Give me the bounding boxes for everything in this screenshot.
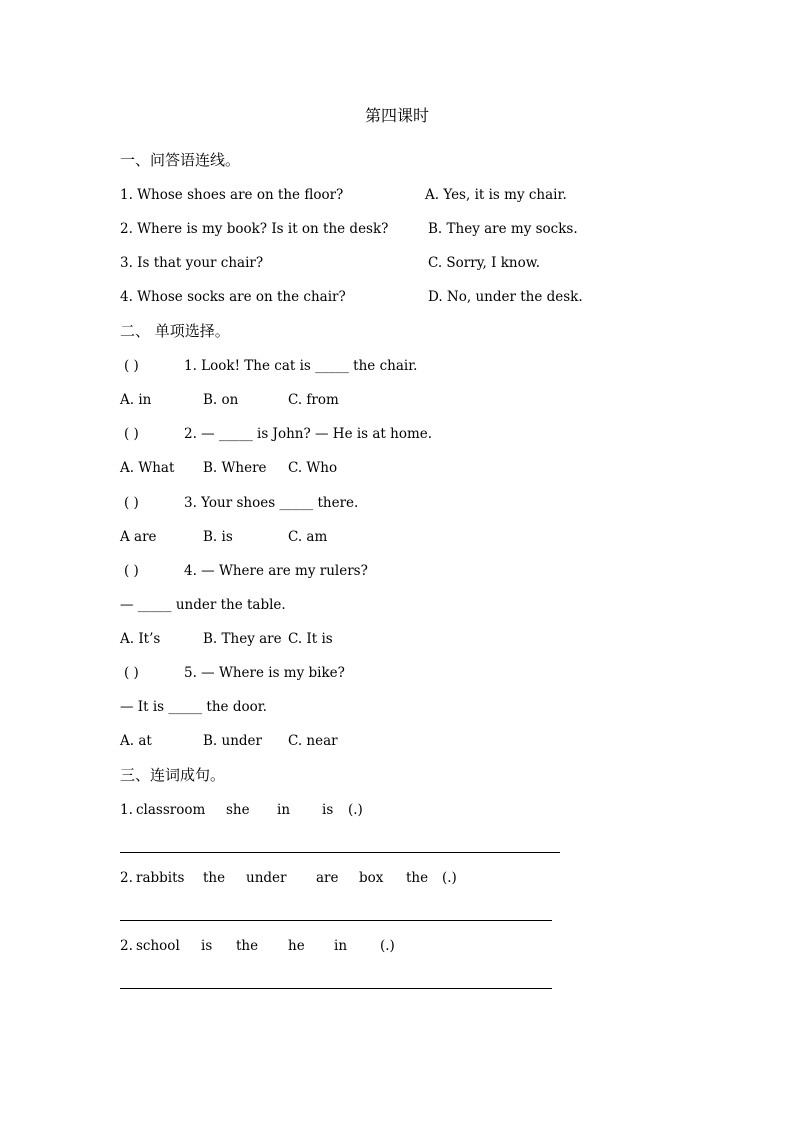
match-answer-b: B. They are my socks. <box>428 221 578 237</box>
word: the <box>203 870 226 886</box>
match-answer-d: D. No, under the desk. <box>428 289 583 305</box>
item-number: 2. <box>120 938 133 954</box>
option-b: B. under <box>203 733 262 749</box>
match-answer-c: C. Sorry, I know. <box>428 255 541 271</box>
dialogue-reply: — _____ under the table. <box>120 597 286 613</box>
word: under <box>246 870 287 886</box>
choice-question-4: 4. — Where are my rulers? <box>184 563 368 579</box>
word: in <box>277 802 291 818</box>
choice-question-2: 2. — _____ is John? — He is at home. <box>184 426 433 442</box>
option-c: C. It is <box>288 631 333 647</box>
item-number: 1. <box>120 802 133 818</box>
word: the <box>406 870 429 886</box>
choice-question-3: 3. Your shoes _____ there. <box>184 495 359 511</box>
match-question-3: 3. Is that your chair? <box>120 255 264 271</box>
option-b: B. They are <box>203 631 282 647</box>
option-c: C. am <box>288 529 328 545</box>
answer-line[interactable] <box>120 988 552 989</box>
answer-paren[interactable]: ( ) <box>124 665 139 681</box>
answer-paren[interactable]: ( ) <box>124 358 139 374</box>
item-number: 2. <box>120 870 133 886</box>
answer-line[interactable] <box>120 852 560 853</box>
section1-heading: 一、问答语连线。 <box>120 151 241 169</box>
option-a: A. It’s <box>120 631 161 647</box>
option-a: A. What <box>120 460 175 476</box>
option-a: A are <box>120 529 157 545</box>
punctuation-hint: (.) <box>380 938 395 954</box>
match-question-1: 1. Whose shoes are on the floor? <box>120 187 344 203</box>
word: she <box>226 802 250 818</box>
dialogue-reply: — It is _____ the door. <box>120 699 267 715</box>
answer-paren[interactable]: ( ) <box>124 563 139 579</box>
word: are <box>316 870 339 886</box>
word: he <box>288 938 305 954</box>
option-b: B. is <box>203 529 233 545</box>
match-question-4: 4. Whose socks are on the chair? <box>120 289 346 305</box>
choice-question-5: 5. — Where is my bike? <box>184 665 345 681</box>
option-b: B. Where <box>203 460 267 476</box>
page-title: 第四课时 <box>364 106 429 125</box>
option-b: B. on <box>203 392 239 408</box>
option-c: C. from <box>288 392 339 408</box>
option-c: C. Who <box>288 460 338 476</box>
word: is <box>322 802 334 818</box>
word: school <box>136 938 180 954</box>
option-a: A. at <box>120 733 152 749</box>
option-a: A. in <box>120 392 152 408</box>
word: box <box>359 870 384 886</box>
match-question-2: 2. Where is my book? Is it on the desk? <box>120 221 389 237</box>
answer-line[interactable] <box>120 920 552 921</box>
section2-heading: 二、 单项选择。 <box>120 322 230 340</box>
word: classroom <box>136 802 206 818</box>
word: is <box>201 938 213 954</box>
choice-question-1: 1. Look! The cat is _____ the chair. <box>184 358 418 374</box>
word: rabbits <box>136 870 185 886</box>
match-answer-a: A. Yes, it is my chair. <box>425 187 567 203</box>
word: the <box>236 938 259 954</box>
answer-paren[interactable]: ( ) <box>124 495 139 511</box>
option-c: C. near <box>288 733 338 749</box>
answer-paren[interactable]: ( ) <box>124 426 139 442</box>
punctuation-hint: (.) <box>348 802 363 818</box>
section3-heading: 三、连词成句。 <box>120 766 226 784</box>
punctuation-hint: (.) <box>442 870 457 886</box>
word: in <box>334 938 348 954</box>
